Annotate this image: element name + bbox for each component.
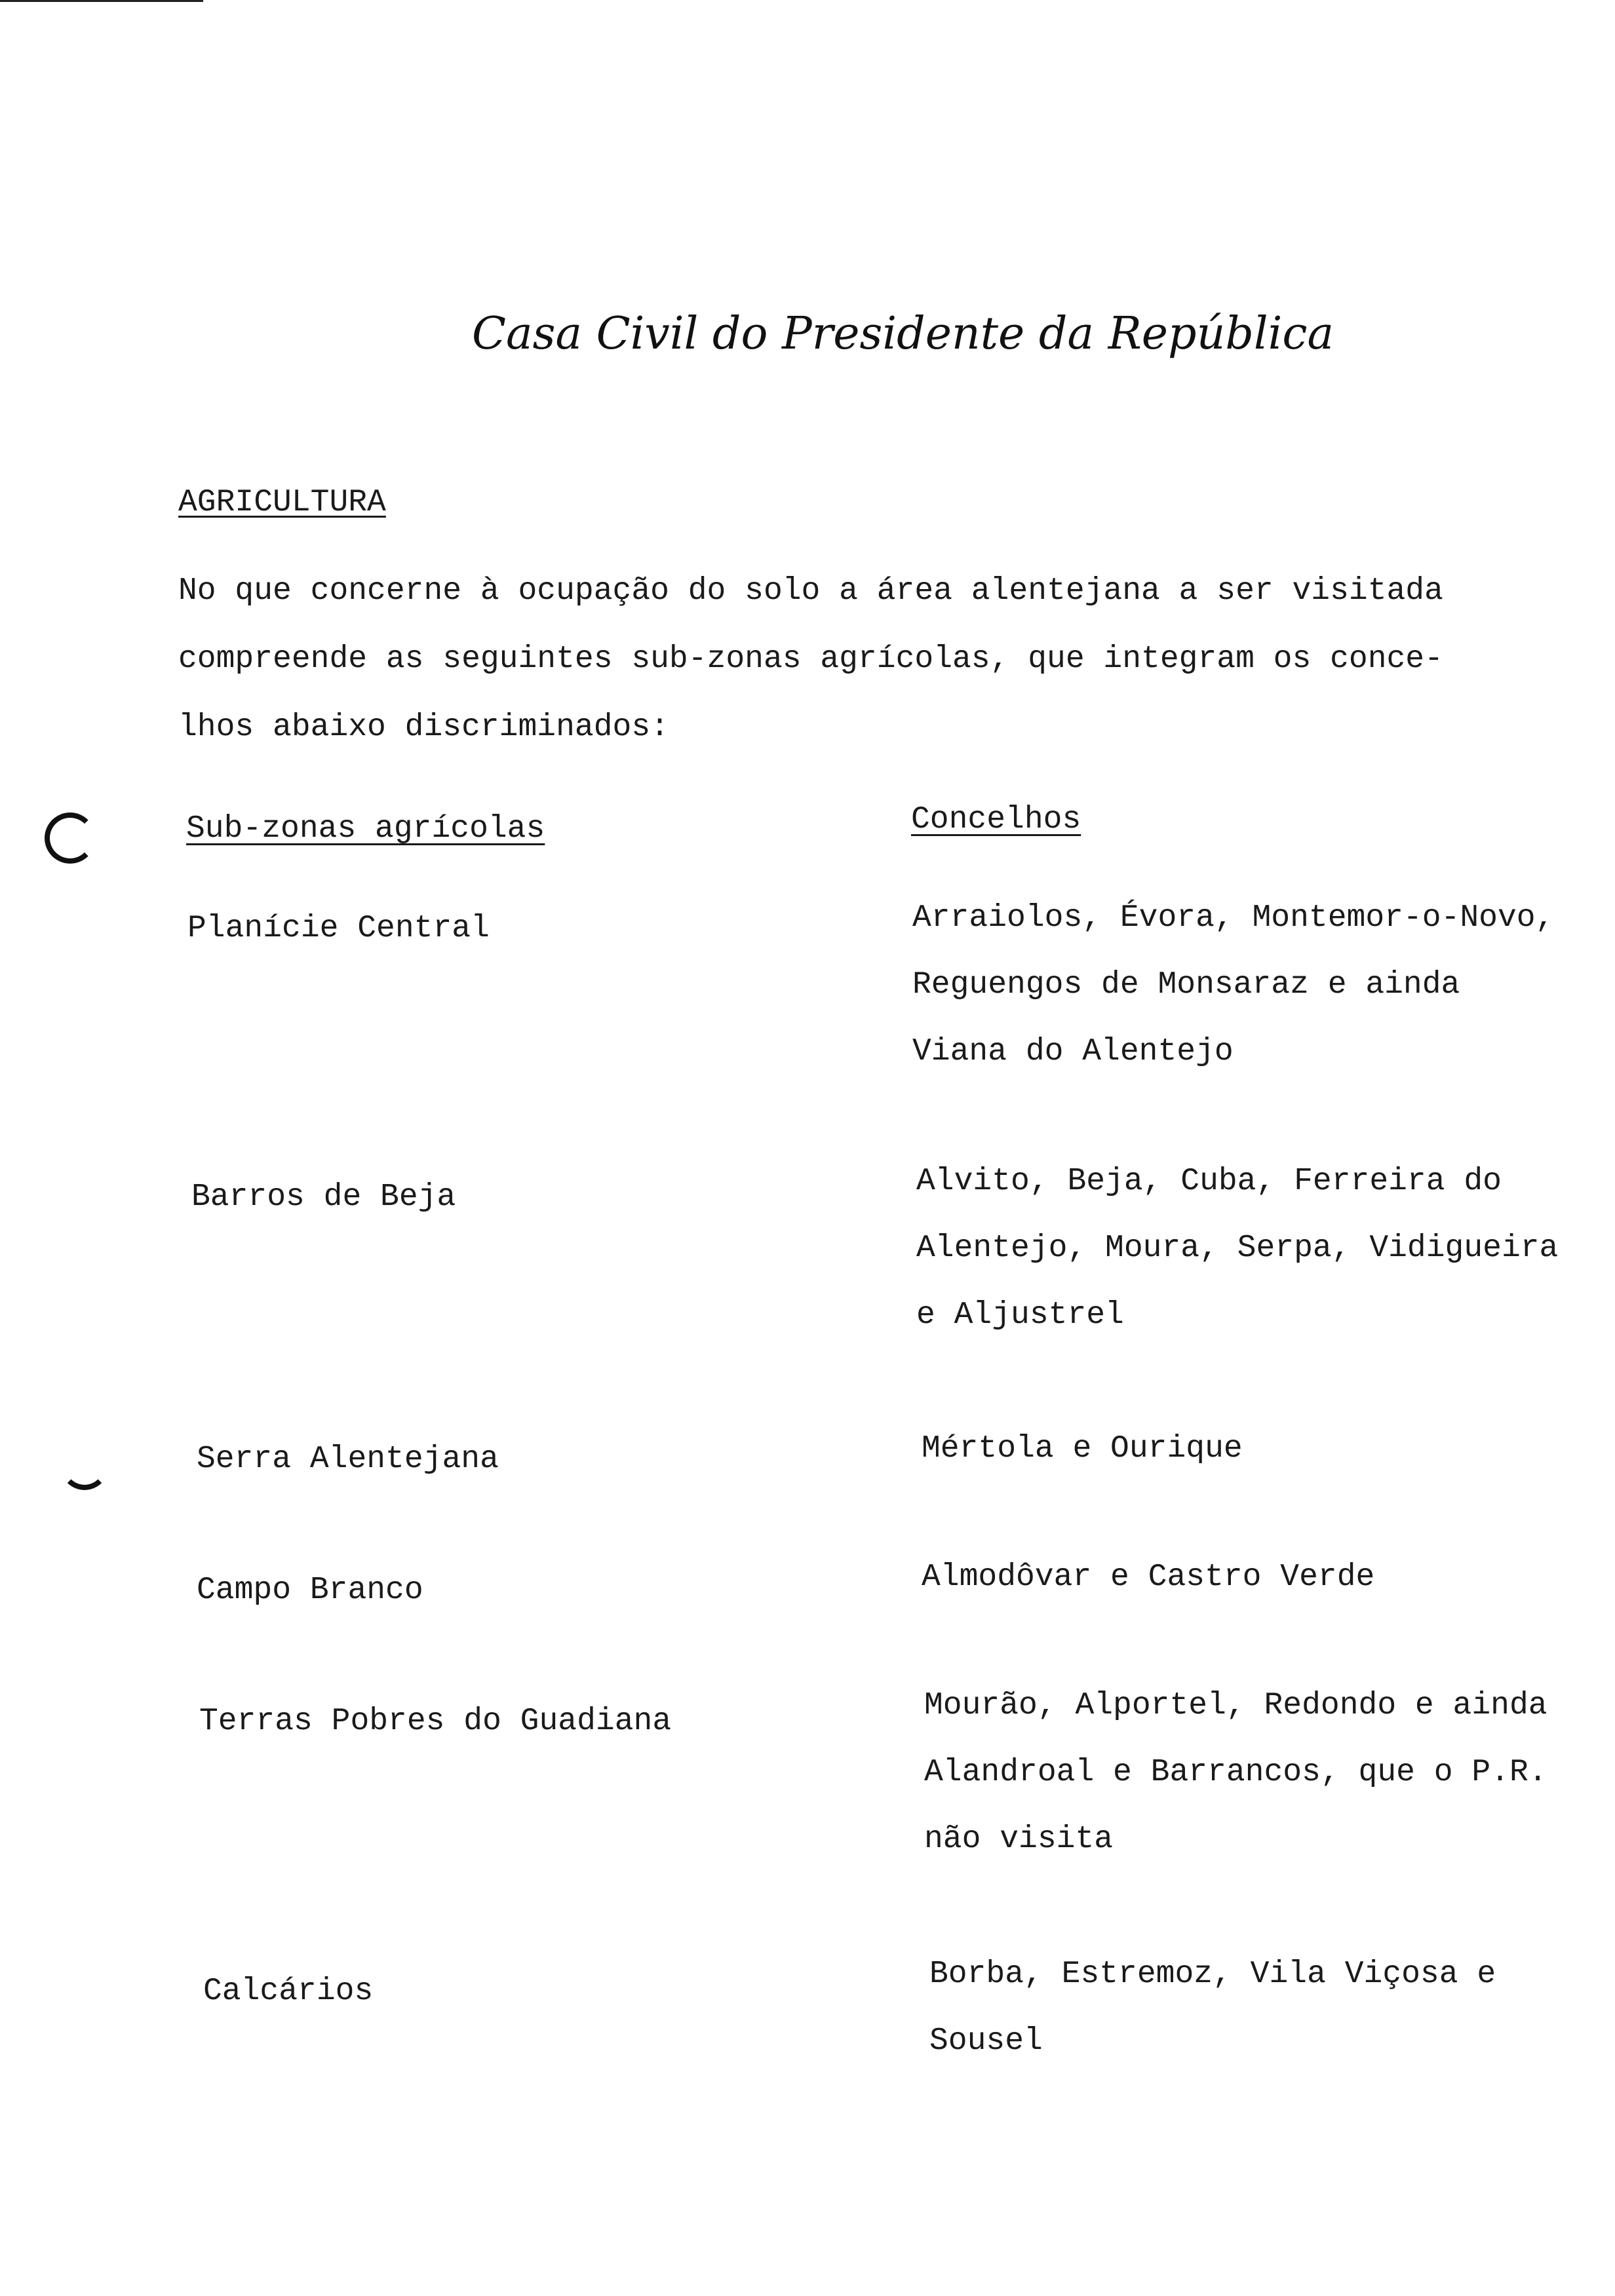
zone-calcarios: Calcários <box>203 1974 374 2009</box>
column-header-sub-zonas: Sub-zonas agrícolas <box>186 811 545 847</box>
concelhos-terras-pobres-do-guadiana: Mourão, Alportel, Redondo e ainda Alandroal e Barrancos, que o P.R. não visita <box>924 1688 1547 1857</box>
punch-hole-mark-lower <box>60 1442 109 1490</box>
concelhos-serra-alentejana: Mértola e Ourique <box>922 1431 1243 1466</box>
concelhos-barros-de-beja: Alvito, Beja, Cuba, Ferreira do Alentejo, Moura, Serpa, Vidigueira e Aljustrel <box>916 1164 1559 1333</box>
concelhos-campo-branco: Almodôvar e Castro Verde <box>922 1559 1375 1595</box>
zone-terras-pobres-do-guadiana: Terras Pobres do Guadiana <box>199 1704 672 1739</box>
punch-hole-mark-upper <box>45 813 96 864</box>
zone-barros-de-beja: Barros de Beja <box>191 1179 456 1215</box>
letterhead: Casa Civil do Presidente da República <box>472 308 1334 360</box>
top-edge-rule <box>0 0 203 2</box>
zone-serra-alentejana: Serra Alentejana <box>197 1442 499 1477</box>
intro-paragraph: No que concerne à ocupação do solo a área alentejana a ser visitada compreende as seguintes sub-zonas agrícolas, que integram os conce- lhos abaixo discriminados: <box>178 573 1443 745</box>
column-header-concelhos: Concelhos <box>911 802 1081 837</box>
zone-campo-branco: Campo Branco <box>197 1573 423 1608</box>
zone-planicie-central: Planície Central <box>187 911 490 946</box>
section-heading: AGRICULTURA <box>178 485 386 520</box>
concelhos-planicie-central: Arraiolos, Évora, Montemor-o-Novo, Reguengos de Monsaraz e ainda Viana do Alentejo <box>912 900 1555 1069</box>
concelhos-calcarios: Borba, Estremoz, Vila Viçosa e Sousel <box>929 1957 1496 2059</box>
